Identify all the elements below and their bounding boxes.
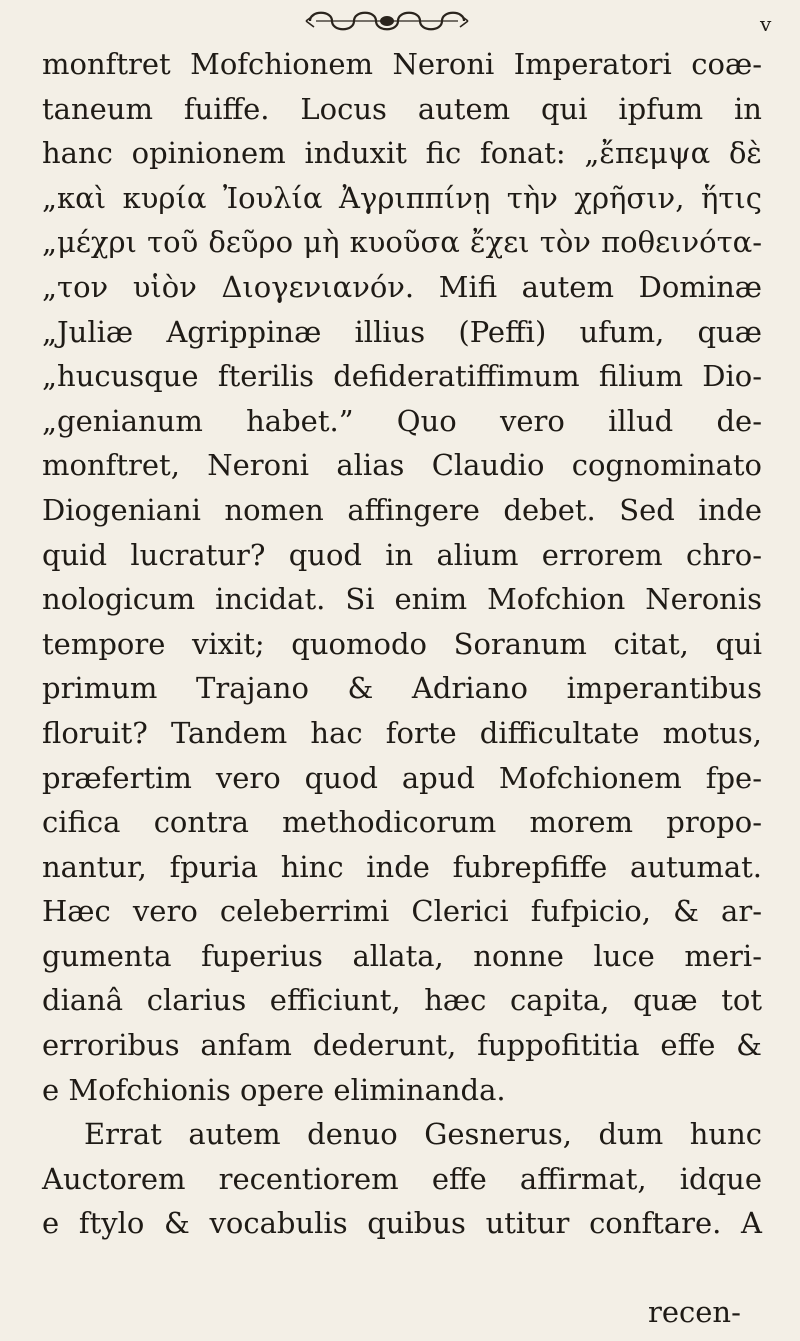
text-line: monftret, Neroni alias Claudio cognominato [42, 448, 762, 483]
text-line: „hucusque fterilis defideratiffimum filium Dio- [42, 359, 762, 394]
main-text [42, 42, 762, 1246]
text-line: floruit? Tandem hac forte difficultate motus, [42, 715, 762, 750]
printers-ornament-icon [302, 6, 472, 36]
text-line: „μέχρι τοῦ δεῦρο μὴ κυοῦσα ἔχει τὸν ποθεινότα- [42, 225, 762, 260]
text-line: tempore vixit; quomodo Soranum citat, qui [42, 626, 762, 661]
text-line: „genianum habet.” Quo vero illud de- [42, 403, 762, 438]
text-line: Errat autem denuo Gesnerus, dum hunc [84, 1117, 762, 1152]
text-line: dianâ clarius efficiunt, hæc capita, quæ tot [42, 983, 762, 1018]
text-line: Auctorem recentiorem effe affirmat, idque [42, 1161, 762, 1196]
text-line: „Juliæ Agrippinæ illius (Peffi) ufum, quæ [42, 314, 762, 349]
text-line: quid lucratur? quod in alium errorem chro- [42, 537, 762, 572]
text-line: „καὶ κυρία Ἰουλία Ἀγριππίνῃ τὴν χρῆσιν, ἥτις [42, 180, 762, 215]
text-line: Diogeniani nomen affingere debet. Sed inde [42, 492, 762, 527]
text-line: Hæc vero celeberrimi Clerici fufpicio, & ar- [42, 894, 762, 929]
text-line: præfertim vero quod apud Mofchionem fpe- [42, 760, 762, 795]
text-line: „τον υἱὸν Διογενιανόν. Mifi autem Dominæ [42, 269, 762, 304]
text-line: hanc opinionem induxit fic fonat: „ἔπεμψα δὲ [42, 136, 762, 171]
text-line: taneum fuiffe. Locus autem qui ipfum in [42, 91, 762, 126]
text-line: e Mofchionis opere eliminanda. [42, 1072, 506, 1107]
text-line: nantur, fpuria hinc inde fubrepfiffe autumat. [42, 849, 762, 884]
page-number: v [760, 12, 773, 36]
text-line: cifica contra methodicorum morem propo- [42, 805, 762, 840]
text-line: primum Trajano & Adriano imperantibus [42, 671, 762, 706]
catchword: recen- [648, 1295, 741, 1329]
text-line: gumenta fuperius allata, nonne luce meri- [42, 938, 762, 973]
text-line: monftret Mofchionem Neroni Imperatori coæ- [42, 47, 762, 81]
text-line: erroribus anfam dederunt, fuppofititia effe & [42, 1028, 762, 1063]
text-line: e ftylo & vocabulis quibus utitur conftare. A [42, 1206, 762, 1241]
text-line: nologicum incidat. Si enim Mofchion Neronis [42, 582, 762, 617]
